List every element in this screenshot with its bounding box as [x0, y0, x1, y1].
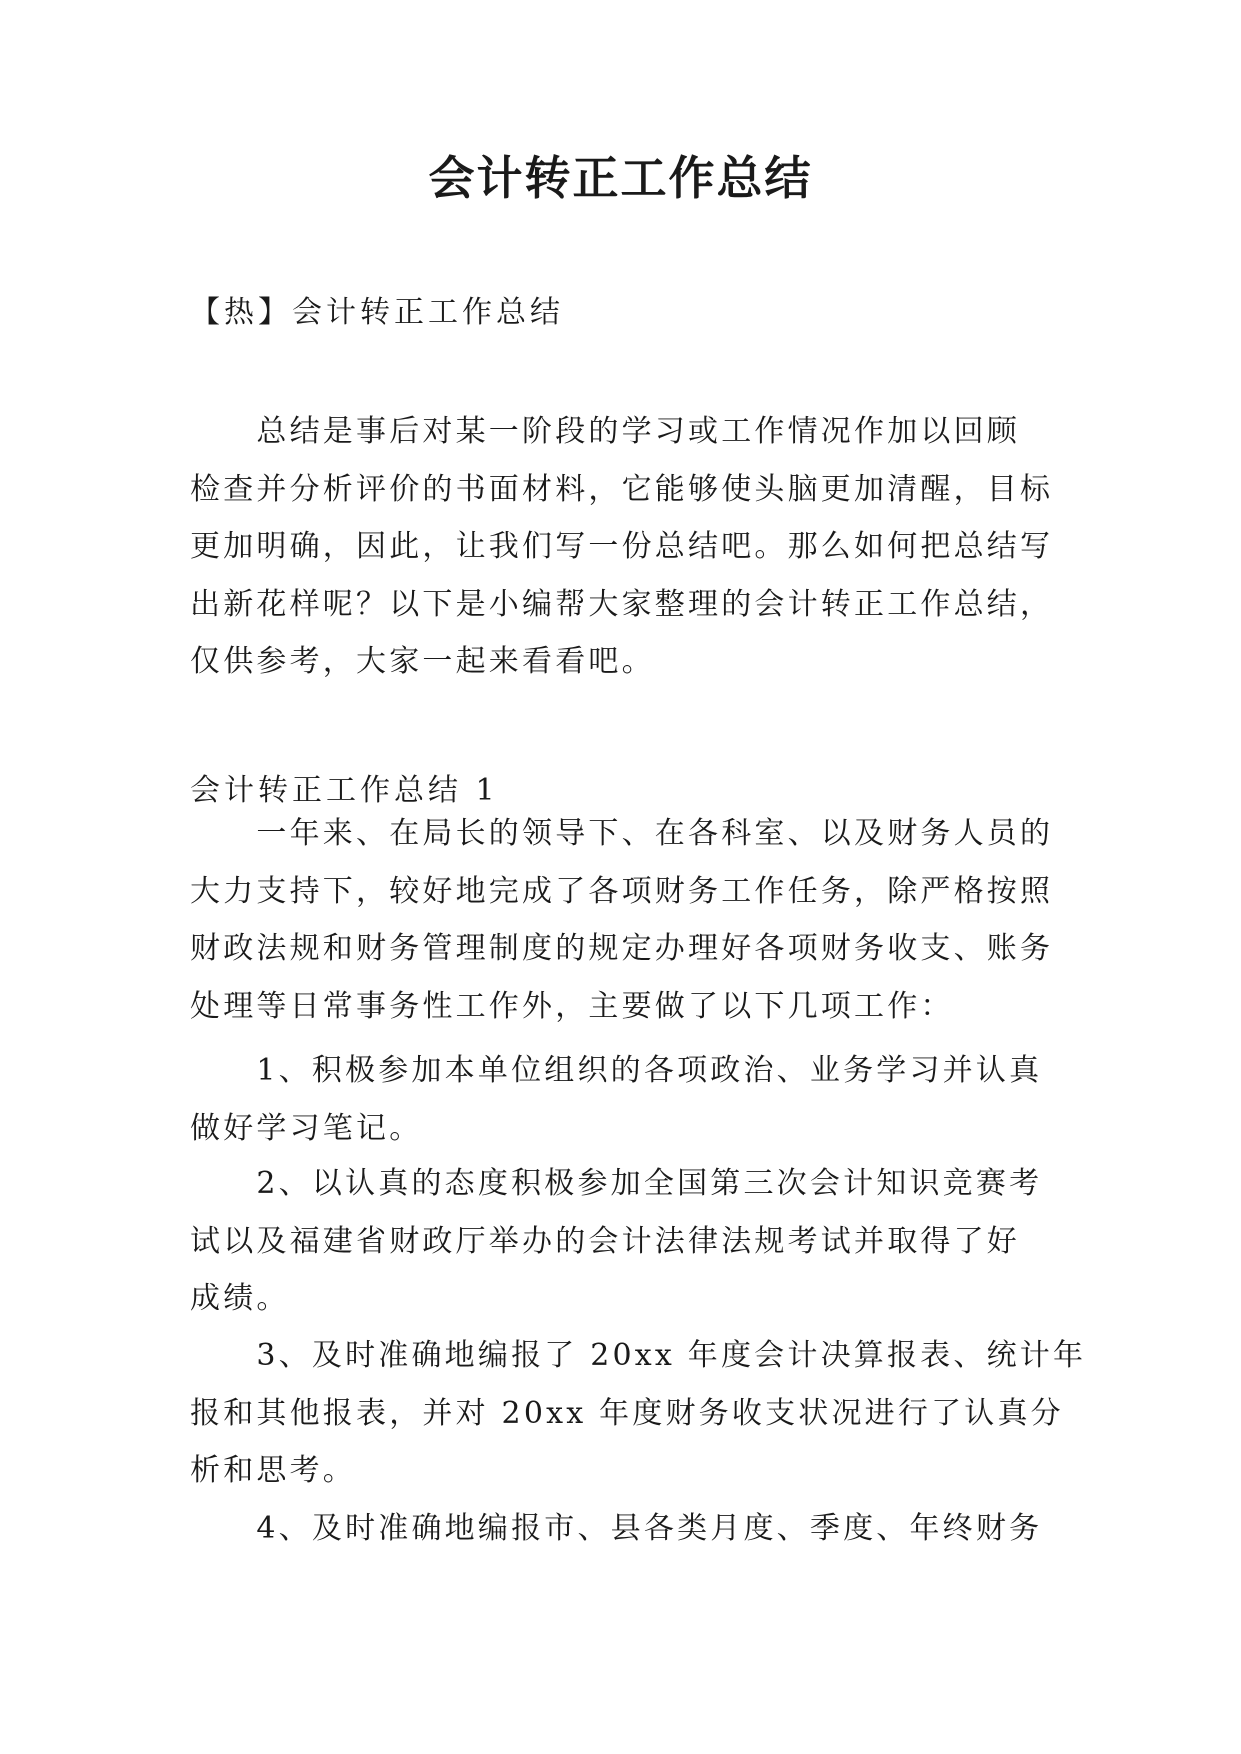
text-line: 更加明确，因此，让我们写一份总结吧。那么如何把总结写	[190, 529, 1054, 564]
text-line: 总结是事后对某一阶段的学习或工作情况作加以回顾	[190, 414, 1020, 449]
text-line: 3、及时准确地编报了 20xx 年度会计决算报表、统计年	[190, 1338, 1087, 1373]
text-line: 仅供参考，大家一起来看看吧。	[190, 644, 655, 679]
body-paragraph-4	[190, 1327, 1087, 1500]
text-line: 析和思考。	[190, 1453, 356, 1488]
text-line: 大力支持下，较好地完成了各项财务工作任务，除严格按照	[190, 873, 1054, 909]
body-paragraph-2	[190, 1042, 1070, 1157]
text-line: 成绩。	[190, 1281, 290, 1316]
body-paragraph-1	[190, 805, 1070, 1035]
text-line: 2、以认真的态度积极参加全国第三次会计知识竞赛考	[190, 1166, 1043, 1201]
text-line: 1、积极参加本单位组织的各项政治、业务学习并认真	[190, 1053, 1043, 1088]
text-line: 试以及福建省财政厅举办的会计法律法规考试并取得了好	[190, 1223, 1020, 1259]
body-paragraph-5	[190, 1500, 1070, 1558]
text-line: 4、及时准确地编报市、县各类月度、季度、年终财务	[190, 1511, 1043, 1546]
text-line: 处理等日常事务性工作外，主要做了以下几项工作：	[190, 988, 954, 1024]
document-title: 会计转正工作总结	[428, 151, 813, 205]
text-line: 财政法规和财务管理制度的规定办理好各项财务收支、账务	[190, 931, 1054, 966]
section-heading: 会计转正工作总结 1	[190, 773, 499, 808]
text-line: 一年来、在局长的领导下、在各科室、以及财务人员的	[190, 816, 1054, 851]
text-line: 报和其他报表，并对 20xx 年度财务收支状况进行了认真分	[190, 1395, 1064, 1431]
text-line: 做好学习笔记。	[190, 1110, 423, 1146]
text-line: 检查并分析评价的书面材料，它能够使头脑更加清醒，目标	[190, 471, 1054, 507]
intro-paragraph	[190, 403, 1070, 691]
body-paragraph-3	[190, 1155, 1070, 1328]
text-line: 出新花样呢？以下是小编帮大家整理的会计转正工作总结，	[190, 586, 1054, 622]
document-subtitle: 【热】会计转正工作总结	[190, 295, 564, 330]
